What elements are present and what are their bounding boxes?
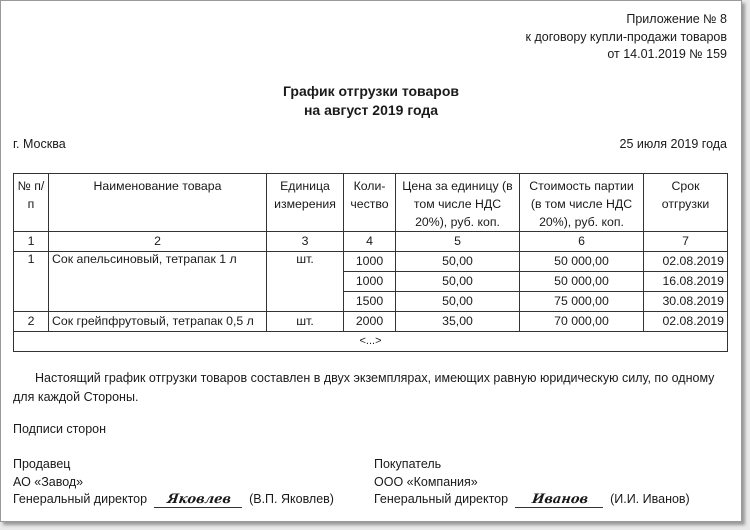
header-unit: Единица измерения: [267, 174, 344, 232]
column-number: 7: [644, 232, 728, 252]
closing-paragraph: [13, 369, 727, 407]
annex-line-1: Приложение № 8: [626, 12, 727, 26]
item-price: 50,00: [396, 292, 520, 312]
buyer-sign-line: [374, 491, 690, 509]
buyer-org: ООО «Компания»: [374, 474, 478, 489]
table-row: [14, 252, 728, 272]
item-qty: 2000: [344, 312, 396, 332]
item-qty: 1000: [344, 272, 396, 292]
annex-reference: [526, 11, 727, 64]
title-line-1: График отгрузки товаров: [283, 83, 459, 99]
item-qty: 1500: [344, 292, 396, 312]
buyer-signature: Иванов: [515, 492, 605, 508]
item-name: Сок грейпфрутовый, тетрапак 0,5 л: [49, 312, 267, 332]
ellipsis-row: [14, 332, 728, 352]
annex-line-3: от 14.01.2019 № 159: [607, 47, 727, 61]
item-cost: 50 000,00: [520, 252, 644, 272]
header-price: Цена за единицу (в том числе НДС 20%), руб. коп.: [396, 174, 520, 232]
seller-org: АО «Завод»: [13, 474, 84, 489]
table-row: [14, 312, 728, 332]
header-qty: Коли-чество: [344, 174, 396, 232]
column-number: 5: [396, 232, 520, 252]
column-number: 4: [344, 232, 396, 252]
column-numbers-row: [14, 232, 728, 252]
item-price: 35,00: [396, 312, 520, 332]
seller-sign-line: [13, 491, 334, 509]
signatures-heading: Подписи сторон: [13, 422, 107, 436]
place: г. Москва: [13, 137, 66, 151]
item-cost: 75 000,00: [520, 292, 644, 312]
item-unit: шт.: [267, 252, 344, 312]
header-row: [14, 174, 728, 232]
item-name: Сок апельсиновый, тетрапак 1 л: [49, 252, 267, 312]
header-num: № п/п: [14, 174, 49, 232]
item-price: 50,00: [396, 272, 520, 292]
ellipsis: <...>: [14, 332, 728, 352]
column-number: 1: [14, 232, 49, 252]
column-number: 3: [267, 232, 344, 252]
header-term: Срок отгрузки: [644, 174, 728, 232]
seller-position: Генеральный директор: [13, 492, 148, 506]
item-number: 2: [14, 312, 49, 332]
seller-block: [13, 456, 334, 509]
buyer-block: [374, 456, 690, 509]
buyer-position: Генеральный директор: [374, 492, 509, 506]
seller-signature: Яковлев: [154, 492, 244, 508]
document-date: 25 июля 2019 года: [619, 137, 727, 151]
item-cost: 70 000,00: [520, 312, 644, 332]
buyer-role: Покупатель: [374, 457, 442, 471]
item-cost: 50 000,00: [520, 272, 644, 292]
header-cost: Стоимость партии (в том числе НДС 20%), руб. коп.: [520, 174, 644, 232]
seller-role: Продавец: [13, 457, 71, 471]
seller-name: (В.П. Яковлев): [249, 492, 334, 506]
item-qty: 1000: [344, 252, 396, 272]
paragraph-text: Настоящий график отгрузки товаров составлен в двух экземплярах, имеющих равную юридическую силу, по одному для каждой Стороны.: [13, 371, 715, 404]
item-term: 02.08.2019: [644, 252, 728, 272]
annex-line-2: к договору купли-продажи товаров: [525, 29, 727, 44]
buyer-name: (И.И. Иванов): [610, 492, 690, 506]
column-number: 6: [520, 232, 644, 252]
item-term: 16.08.2019: [644, 272, 728, 292]
item-term: 30.08.2019: [644, 292, 728, 312]
item-unit: шт.: [267, 312, 344, 332]
title-line-2: на август 2019 года: [303, 102, 439, 118]
document-title: [1, 82, 741, 120]
item-number: 1: [14, 252, 49, 312]
item-price: 50,00: [396, 252, 520, 272]
shipment-table: [13, 173, 728, 352]
column-number: 2: [49, 232, 267, 252]
item-term: 02.08.2019: [644, 312, 728, 332]
header-name: Наименование товара: [49, 174, 267, 232]
